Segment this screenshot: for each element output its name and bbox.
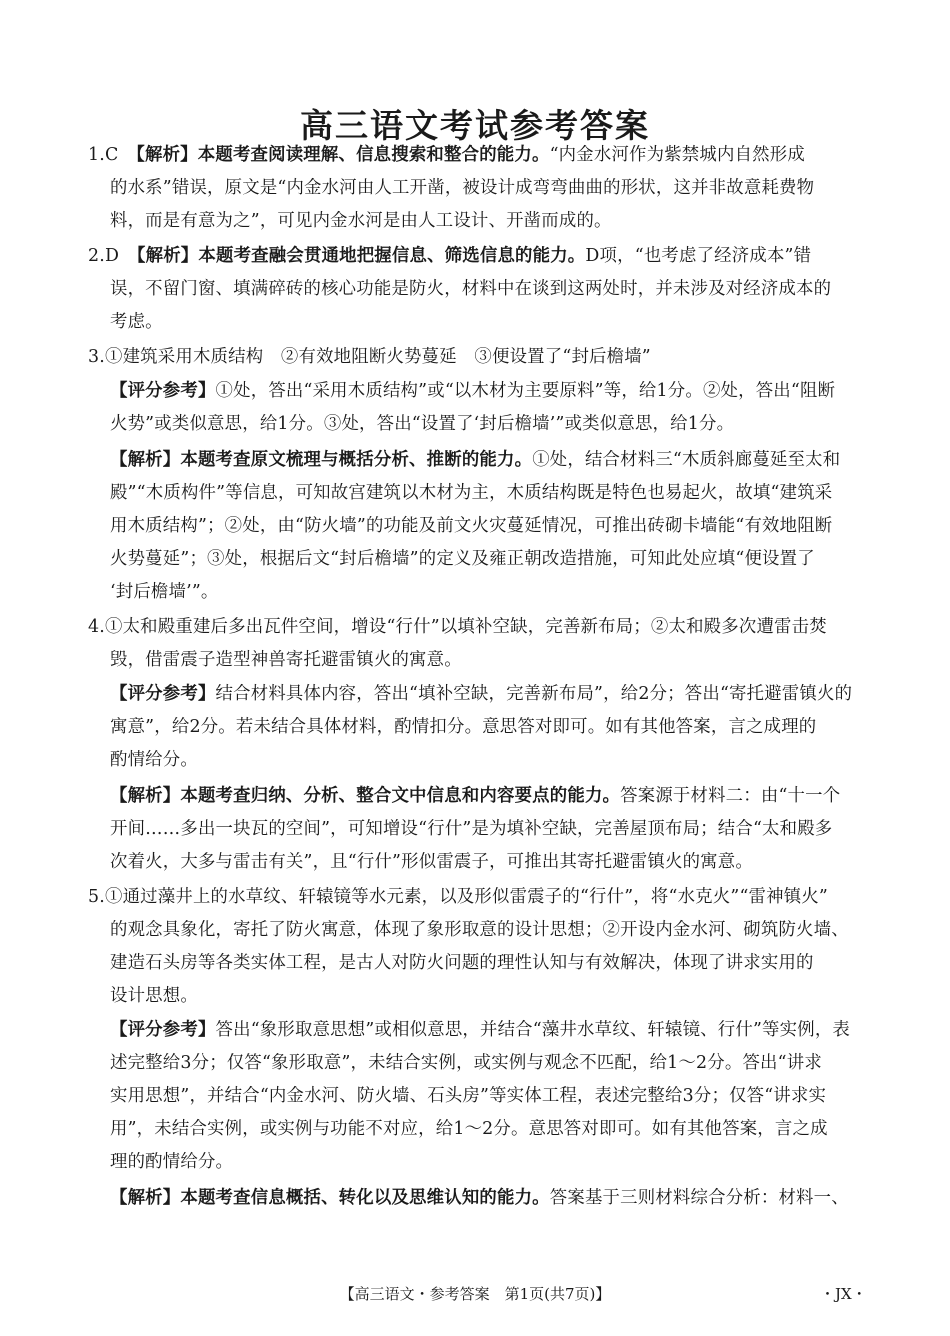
text-line	[110, 414, 734, 434]
bold-label: 【解析】本题考查阅读理解、信息搜索和整合的能力。	[136, 145, 550, 165]
text-line	[110, 1020, 850, 1040]
text-line	[110, 819, 832, 839]
text-line	[110, 178, 814, 198]
text-line	[110, 650, 462, 670]
text-segment: 误，不留门窗、填满碎砖的核心功能是防火，材料中在谈到这两处时，并未涉及对经济成本的	[110, 279, 832, 299]
text-segment: ①处，结合材料三“木质斜廊蔓延至太和	[532, 450, 841, 470]
text-line	[110, 1152, 233, 1172]
text-segment: 次着火，大多与雷击有关”，且“行什”形似雷震子，可推出其寄托避雷镇火的寓意。	[110, 852, 753, 872]
text-segment: 毁，借雷震子造型神兽寄托避雷镇火的寓意。	[110, 650, 462, 670]
text-segment: 用木质结构”；②处，由“防火墙”的功能及前文火灾蔓延情况，可推出砖砌卡墙能“有效地阻断	[110, 516, 833, 536]
text-segment: 4.①太和殿重建后多出瓦件空间，增设“行什”以填补空缺，完善新布局；②太和殿多次遭雷击焚	[88, 617, 827, 637]
text-line	[88, 887, 828, 907]
bold-label: 【解析】本题考查原文梳理与概括分析、推断的能力。	[110, 450, 533, 470]
text-line	[110, 852, 753, 872]
text-line	[110, 920, 849, 940]
text-line	[110, 381, 835, 401]
text-segment: ①处，答出“采用木质结构”或“以木材为主要原料”等，给1分。②处，答出“阻断	[215, 381, 836, 401]
text-segment: 理的酌情给分。	[110, 1152, 234, 1172]
bold-label: 【解析】本题考查融会贯通地把握信息、筛选信息的能力。	[136, 246, 586, 266]
bold-label: 【解析】本题考查归纳、分析、整合文中信息和内容要点的能力。	[110, 786, 621, 806]
text-line	[110, 786, 840, 806]
text-line	[110, 1188, 849, 1208]
text-segment: 开间……多出一块瓦的空间”，可知增设“行什”是为填补空缺，完善屋顶布局；结合“太和殿多	[110, 819, 833, 839]
text-segment: 建造石头房等各类实体工程，是古人对防火问题的理性认知与有效解决，体现了讲求实用的	[110, 953, 814, 973]
bold-label: 【解析】本题考查信息概括、转化以及思维认知的能力。	[110, 1188, 550, 1208]
text-segment: 火势”或类似意思，给1分。③处，答出“设置了‘封后檐墙’”或类似意思，给1分。	[110, 414, 735, 434]
text-line	[110, 516, 832, 536]
text-segment: ‘封后檐墙’”。	[110, 582, 219, 602]
text-line	[110, 1086, 826, 1106]
text-line	[110, 717, 816, 737]
text-segment: 3.①建筑采用木质结构 ②有效地阻断火势蔓延 ③便设置了“封后檐墙”	[88, 347, 651, 367]
text-line	[110, 986, 198, 1006]
text-segment: 5.①通过藻井上的水草纹、轩辕镜等水元素，以及形似雷震子的“行什”，将“水克火”“雷神镇火”	[88, 887, 828, 907]
text-segment: 的水系”错误，原文是“内金水河由人工开凿，被设计成弯弯曲曲的形状，这并非故意耗费物	[110, 178, 815, 198]
text-line	[88, 617, 827, 637]
text-segment: 的观念具象化，寄托了防火寓意，体现了象形取意的设计思想；②开设内金水河、砌筑防火墙、	[110, 920, 849, 940]
text-line	[110, 1119, 828, 1139]
text-segment: 用”，未结合实例，或实例与功能不对应，给1～2分。意思答对即可。如有其他答案，言之成	[110, 1119, 828, 1139]
bold-label: 【评分参考】	[110, 684, 216, 704]
text-segment: 火势蔓延”；③处，根据后文“封后檐墙”的定义及雍正朝改造措施，可知此处应填“便设置了	[110, 549, 815, 569]
footer-page-info: 【高三语文・参考答案 第1页(共7页)】	[339, 1285, 611, 1303]
text-segment: 答案基于三则材料综合分析：材料一、	[549, 1188, 849, 1208]
text-line	[110, 450, 840, 470]
text-line	[110, 483, 832, 503]
text-line	[110, 211, 612, 231]
footer-code: ・JX・	[820, 1285, 867, 1303]
text-segment: 酌情给分。	[110, 750, 198, 770]
text-line	[110, 582, 219, 602]
text-segment: 答案源于材料二：由“十一个	[620, 786, 841, 806]
text-line	[110, 549, 815, 569]
text-line	[88, 347, 651, 367]
text-line	[110, 684, 852, 704]
text-segment: 1.C	[88, 145, 137, 165]
bold-label: 【评分参考】	[110, 381, 216, 401]
text-segment: 结合材料具体内容，答出“填补空缺，完善新布局”，给2分；答出“寄托避雷镇火的	[215, 684, 853, 704]
text-segment: 实用思想”，并结合“内金水河、防火墙、石头房”等实体工程，表述完整给3分；仅答“讲求实	[110, 1086, 827, 1106]
text-line	[88, 145, 805, 165]
page-title: 高三语文考试参考答案	[300, 106, 650, 145]
text-segment: 料，而是有意为之”，可见内金水河是由人工设计、开凿而成的。	[110, 211, 612, 231]
text-segment: 答出“象形取意思想”或相似意思，并结合“藻井水草纹、轩辕镜、行什”等实例，表	[215, 1020, 850, 1040]
bold-label: 【评分参考】	[110, 1020, 216, 1040]
text-segment: 设计思想。	[110, 986, 198, 1006]
text-segment: 寓意”，给2分。若未结合具体材料，酌情扣分。意思答对即可。如有其他答案，言之成理的	[110, 717, 817, 737]
text-line	[110, 750, 198, 770]
text-segment: 2.D	[88, 246, 137, 266]
text-segment: “内金水河作为紫禁城内自然形成	[549, 145, 805, 165]
text-segment: 述完整给3分；仅答“象形取意”，未结合实例，或实例与观念不匹配，给1～2分。答出“讲求	[110, 1053, 822, 1073]
text-segment: 考虑。	[110, 312, 163, 332]
text-segment: D项，“也考虑了经济成本”错	[585, 246, 812, 266]
text-line	[110, 279, 831, 299]
text-line	[110, 1053, 822, 1073]
text-line	[110, 953, 814, 973]
text-line	[110, 312, 163, 332]
text-line	[88, 246, 811, 266]
text-segment: 殿”“木质构件”等信息，可知故宫建筑以木材为主，木质结构既是特色也易起火，故填“建筑采	[110, 483, 833, 503]
